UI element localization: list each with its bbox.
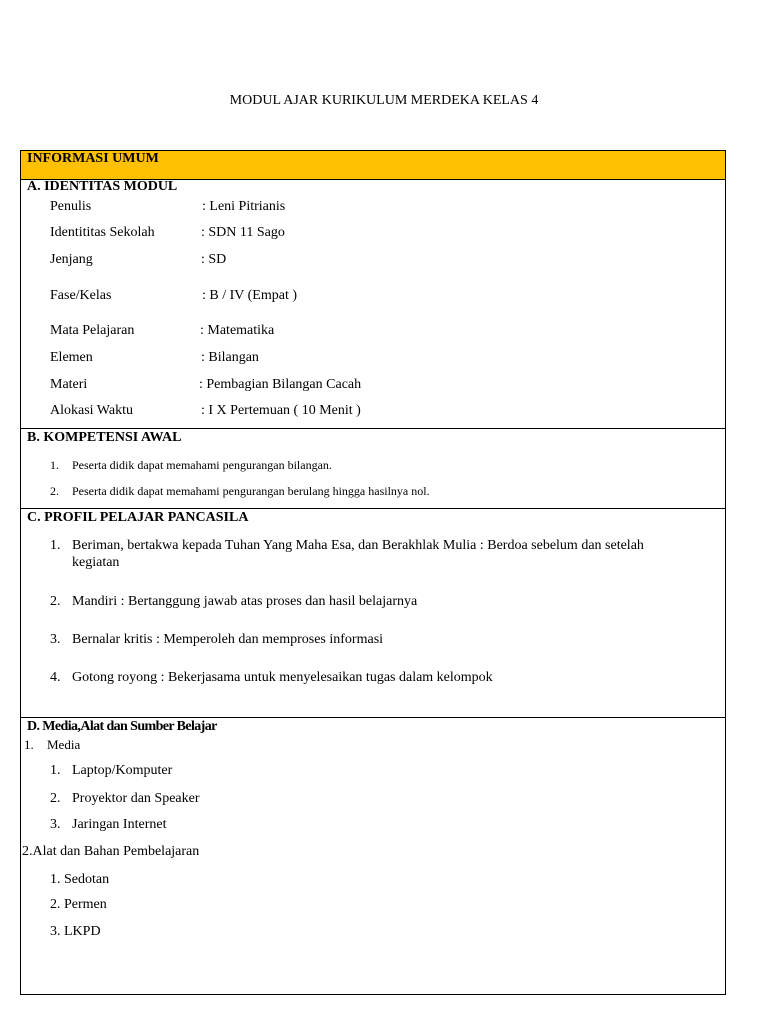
list-item: Jaringan Internet (72, 817, 167, 832)
row-value: : B / IV (Empat ) (202, 288, 298, 303)
row-label: Mata Pelajaran (50, 323, 135, 338)
list-item: 3. LKPD (50, 924, 101, 939)
section-identitas-modul (20, 179, 726, 429)
row-label: Identititas Sekolah (50, 225, 155, 240)
list-item: Bernalar kritis : Memperoleh dan memproses informasi (72, 632, 384, 647)
list-item: Mandiri : Bertanggung jawab atas proses dan hasil belajarnya (72, 594, 418, 609)
profil-title: C. PROFIL PELAJAR PANCASILA (27, 510, 249, 525)
identitas-title: A. IDENTITAS MODUL (27, 179, 178, 194)
row-value: : SDN 11 Sago (201, 225, 285, 240)
list-item-continuation: kegiatan (72, 555, 120, 570)
list-item-number: 2. (50, 791, 61, 806)
row-label: Materi (50, 377, 88, 392)
row-label: Penulis (50, 199, 92, 214)
list-item: 2. Permen (50, 897, 107, 912)
list-item: Gotong royong : Bekerjasama untuk menyelesaikan tugas dalam kelompok (72, 670, 493, 685)
section-header-informasi-umum (20, 150, 726, 180)
list-item-number: 1. (50, 763, 61, 778)
list-item-number: 2. (50, 594, 61, 609)
list-item: Peserta didik dapat memahami pengurangan berulang hingga hasilnya nol. (72, 484, 430, 498)
row-label: Fase/Kelas (50, 288, 112, 303)
list-item-number: 1. (50, 458, 59, 472)
row-label: Jenjang (50, 252, 93, 267)
section-header-label: INFORMASI UMUM (27, 151, 159, 166)
list-item-number: 4. (50, 670, 61, 685)
row-label: Alokasi Waktu (50, 403, 133, 418)
row-value: : Pembagian Bilangan Cacah (199, 377, 362, 392)
document-title: MODUL AJAR KURIKULUM MERDEKA KELAS 4 (229, 93, 539, 108)
media-label: Media (47, 737, 81, 752)
list-item-number: 2. (50, 484, 59, 498)
list-item-number: 1. (50, 538, 61, 553)
row-value: : SD (201, 252, 227, 267)
list-item: Beriman, bertakwa kepada Tuhan Yang Maha Esa, dan Berakhlak Mulia : Berdoa sebelum dan setelah (72, 538, 644, 553)
media-title: D. Media,Alat dan Sumber Belajar (27, 719, 217, 734)
list-item-number: 3. (50, 817, 61, 832)
row-value: : Leni Pitrianis (202, 199, 286, 214)
row-value: : Bilangan (201, 350, 259, 365)
list-item-number: 3. (50, 632, 61, 647)
list-item: Proyektor dan Speaker (72, 791, 200, 806)
row-label: Elemen (50, 350, 93, 365)
kompetensi-title: B. KOMPETENSI AWAL (27, 430, 182, 445)
alat-label: 2.Alat dan Bahan Pembelajaran (22, 844, 200, 859)
list-item: Peserta didik dapat memahami pengurangan bilangan. (72, 458, 332, 472)
list-item: Laptop/Komputer (72, 763, 173, 778)
row-value: : I X Pertemuan ( 10 Menit ) (201, 403, 361, 418)
media-number: 1. (24, 737, 34, 752)
list-item: 1. Sedotan (50, 872, 110, 887)
row-value: : Matematika (200, 323, 275, 338)
